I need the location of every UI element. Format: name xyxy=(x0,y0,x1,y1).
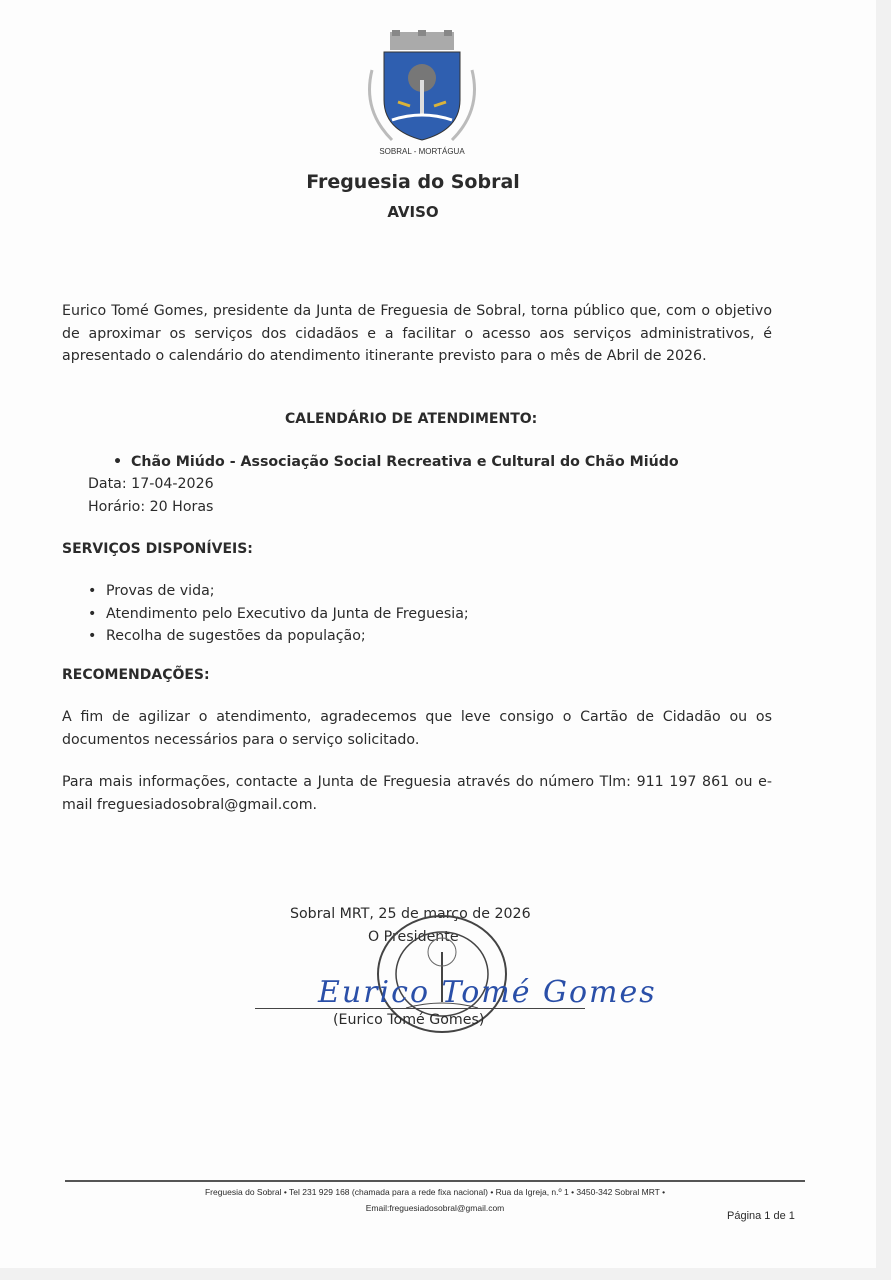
handwritten-signature: Eurico Tomé Gomes xyxy=(318,975,657,1010)
page-number: Página 1 de 1 xyxy=(727,1210,795,1222)
intro-paragraph: Eurico Tomé Gomes, presidente da Junta de Freguesia de Sobral, torna público que, com o objetivo de aproximar os serviços dos cidadãos e a facilitar o acesso aos serviços administrativos, é apresentado o calendário do atendimento itinerante previsto para o mês de Abril de 2026. xyxy=(62,303,772,364)
calendar-location: • Chão Miúdo - Associação Social Recreativa e Cultural do Chão Miúdo xyxy=(113,451,679,474)
calendar-date: Data: 17-04-2026 xyxy=(88,476,214,492)
contact-text: Para mais informações, contacte a Junta de Freguesia através do número Tlm: 911 197 861 ou e-mail freguesiadosobral@gmail.com. xyxy=(62,774,772,813)
recommendations-heading: RECOMENDAÇÕES: xyxy=(62,667,210,683)
calendar-heading: CALENDÁRIO DE ATENDIMENTO: xyxy=(285,411,538,427)
service-item: • Atendimento pelo Executivo da Junta de Freguesia; xyxy=(88,603,469,626)
recommendations-text: A fim de agilizar o atendimento, agradecemos que leve consigo o Cartão de Cidadão ou os documentos necessários para o serviço solicitado. xyxy=(62,709,772,748)
organization-title: Freguesia do Sobral xyxy=(306,171,520,193)
service-item: • Provas de vida; xyxy=(88,580,469,603)
footer-contact: Freguesia do Sobral • Tel 231 929 168 (chamada para a rede fixa nacional) • Rua da Igreja, n.º 1 • 3450-342 Sobral MRT • xyxy=(204,1187,666,1197)
services-list xyxy=(88,580,469,648)
calendar-time: Horário: 20 Horas xyxy=(88,498,214,515)
services-heading: SERVIÇOS DISPONÍVEIS: xyxy=(62,541,253,557)
place-date: Sobral MRT, 25 de março de 2026 xyxy=(290,906,531,922)
footer xyxy=(65,1184,805,1216)
svg-text:SOBRAL - MORTÁGUA: SOBRAL - MORTÁGUA xyxy=(379,147,465,156)
signer-role: O Presidente xyxy=(368,929,459,945)
signer-name: (Eurico Tomé Gomes) xyxy=(333,1012,485,1028)
coat-of-arms-logo xyxy=(362,30,482,160)
calendar-list xyxy=(113,451,679,474)
service-item: • Recolha de sugestões da população; xyxy=(88,625,469,648)
footer-divider xyxy=(65,1180,805,1182)
notice-title: AVISO xyxy=(387,203,439,221)
footer-email: Email:freguesiadosobral@gmail.com xyxy=(365,1203,505,1213)
